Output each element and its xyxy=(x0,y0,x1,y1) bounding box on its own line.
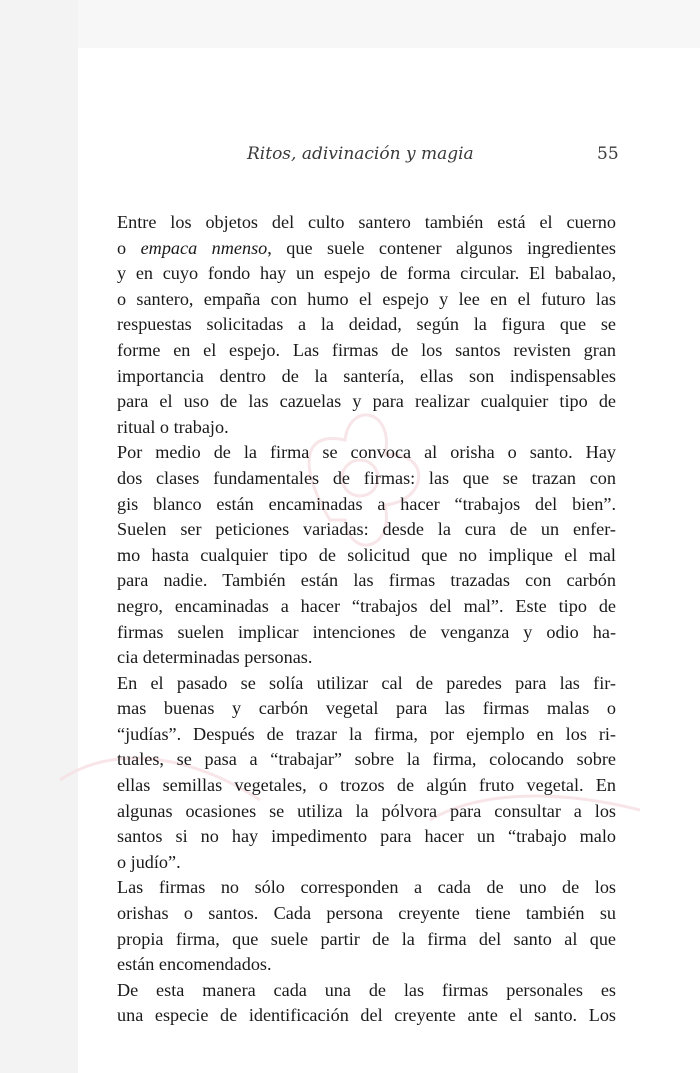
text-line: De esta manera cada una de las firmas personales es xyxy=(117,979,616,1000)
page-number: 55 xyxy=(597,144,619,164)
text-line: Las firmas no sólo corresponden a cada de uno de los xyxy=(117,877,616,898)
text-line: tuales, se pasa a “trabajar” sobre la firma, colocando sobre xyxy=(117,749,616,770)
text-line: orishas o santos. Cada persona creyente tiene también su xyxy=(117,903,616,924)
text-line: o empaca nmenso, que suele contener algunos ingredientes xyxy=(117,237,617,258)
text-line: o judío”. xyxy=(117,851,181,872)
top-margin xyxy=(0,0,700,48)
paragraph-1 xyxy=(117,210,616,440)
left-margin xyxy=(0,0,78,1073)
text-line: una especie de identificación del creyente ante el santo. Los xyxy=(117,1005,616,1026)
text-line: dos clases fundamentales de firmas: las que se trazan con xyxy=(117,467,616,488)
paragraph-3 xyxy=(117,671,616,876)
text-line: santos si no hay impedimento para hacer un “trabajo malo xyxy=(117,826,616,847)
text-line: propia firma, que suele partir de la firma del santo al que xyxy=(117,928,616,949)
text-line: gis blanco están encaminadas a hacer “trabajos del bien”. xyxy=(117,493,616,514)
text-line: importancia dentro de la santería, ellas son indispensables xyxy=(117,365,616,386)
body-text xyxy=(117,210,616,1029)
text-line: En el pasado se solía utilizar cal de paredes para las fir- xyxy=(117,672,616,693)
text-line: respuestas solicitadas a la deidad, según la figura que se xyxy=(117,314,616,335)
paragraph-5 xyxy=(117,978,616,1029)
text-line: firmas suelen implicar intenciones de venganza y odio ha- xyxy=(117,621,616,642)
text-line: ritual o trabajo. xyxy=(117,416,229,437)
text-line: Suelen ser peticiones variadas: desde la cura de un enfer- xyxy=(117,519,616,540)
text-line: para el uso de las cazuelas y para realizar cualquier tipo de xyxy=(117,391,616,412)
text-line: o santero, empaña con humo el espejo y lee en el futuro las xyxy=(117,288,616,309)
text-line: cia determinadas personas. xyxy=(117,647,313,668)
text-line: Por medio de la firma se convoca al orisha o santo. Hay xyxy=(117,442,616,463)
paragraph-4 xyxy=(117,875,616,977)
text-line: mo hasta cualquier tipo de solicitud que no implique el mal xyxy=(117,544,616,565)
text-line: y en cuyo fondo hay un espejo de forma circular. El babalao, xyxy=(117,263,616,284)
running-title: Ritos, adivinación y magia xyxy=(247,144,474,164)
italic-term: empaca nmenso xyxy=(140,237,268,258)
paragraph-2 xyxy=(117,440,616,670)
text-line: están encomendados. xyxy=(117,954,272,975)
text-line: ellas semillas vegetales, o trozos de algún fruto vegetal. En xyxy=(117,775,616,796)
text-line: negro, encaminadas a hacer “trabajos del mal”. Este tipo de xyxy=(117,595,616,616)
text-line: algunas ocasiones se utiliza la pólvora para consultar a los xyxy=(117,800,616,821)
text-line: forme en el espejo. Las firmas de los santos revisten gran xyxy=(117,339,616,360)
text-line: Entre los objetos del culto santero también está el cuerno xyxy=(117,212,616,232)
text-line: “judías”. Después de trazar la firma, por ejemplo en los ri- xyxy=(117,723,616,744)
text-line: para nadie. También están las firmas trazadas con carbón xyxy=(117,570,616,591)
text-line: mas buenas y carbón vegetal para las firmas malas o xyxy=(117,698,616,719)
